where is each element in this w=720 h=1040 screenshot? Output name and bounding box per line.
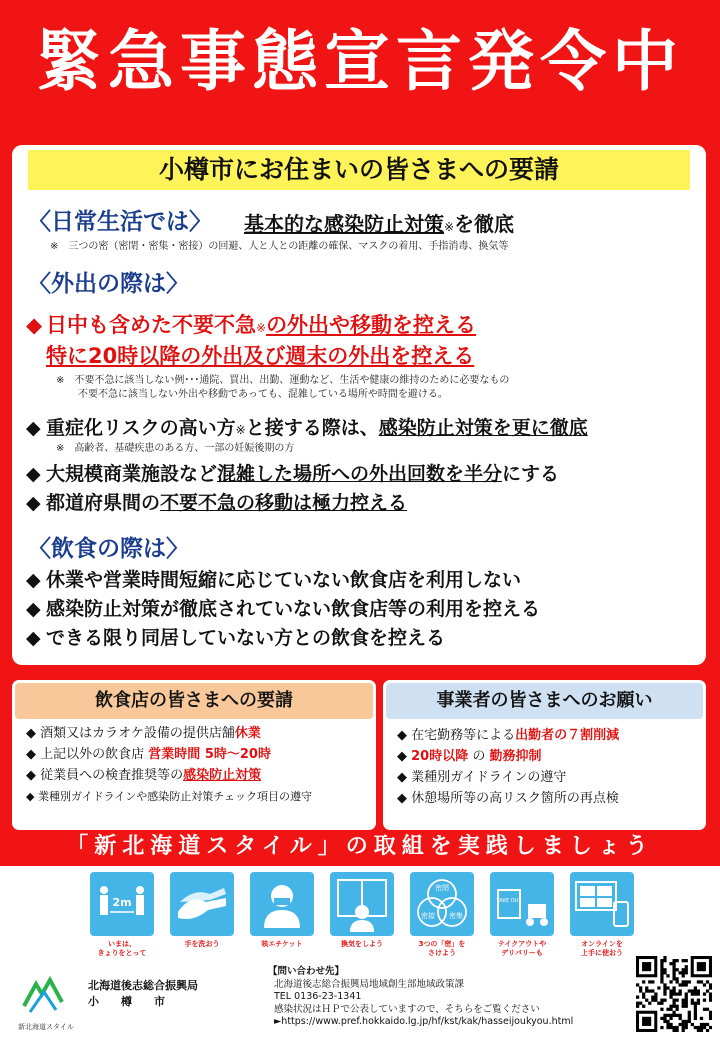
business-item [383, 788, 706, 809]
red1-a: 日中も含めた不要不急 [46, 313, 256, 337]
cough-icon-box [250, 872, 314, 936]
item-highlight: 勤務抑制 [489, 749, 542, 764]
diamond-icon: ◆ [26, 790, 38, 803]
diamond-icon: ◆ [26, 768, 41, 783]
svg-text:密閉: 密閉 [435, 884, 449, 892]
item-text: の [472, 749, 486, 764]
outing-bullet-travel [26, 488, 407, 515]
handwash-icon [170, 872, 234, 949]
b3-c: 感染防止対策を更に徹底 [378, 417, 588, 439]
outing-note-3: ※ 高齢者、基礎疾患のある方、一部の妊娠後期の方 [56, 443, 295, 454]
item-highlight: 休業 [234, 726, 261, 741]
icon-caption: 手を洗おう [184, 940, 220, 948]
svg-text:TAKE OUT: TAKE OUT [496, 898, 522, 904]
three-c-icon-box [410, 872, 474, 936]
qr-code-graphic [636, 956, 712, 1032]
daily-note: ※ 三つの密（密閉・密集・密接）の回避、人と人との距離の確保、マスクの着用、手指消毒、換気等 [50, 241, 509, 252]
diamond-icon: ◆ [397, 770, 412, 785]
svg-text:密接: 密接 [421, 912, 435, 920]
diamond-icon: ◆ [26, 726, 41, 741]
online-icon [570, 872, 634, 958]
diamond-icon: ◆ [397, 749, 412, 764]
contact-tel: TEL 0136-23-1341 [274, 991, 362, 1002]
daily-text-b: を徹底 [454, 212, 515, 236]
icon-caption: いまは、 きょりをとって [97, 940, 147, 957]
diamond-icon: ◆ [26, 569, 41, 591]
svg-text:密集: 密集 [449, 912, 463, 920]
contact-dept: 北海道後志総合振興局地域創生部地域政策課 [274, 978, 465, 990]
item-text: 休憩場所等の高リスク箇所の再点検 [411, 791, 619, 806]
dining-item [26, 623, 445, 650]
main-request-card [12, 145, 706, 665]
businesses-title: 事業者の皆さまへのお願い [386, 683, 703, 719]
icon-caption: 換気をしよう [341, 940, 383, 948]
b3-a: 重症化リスクの高い方 [46, 417, 236, 439]
cough-etiquette-icon [250, 872, 314, 949]
item-text: 業種別ガイドラインや感染防止対策チェック項目の遵守 [37, 790, 312, 803]
restaurants-panel [12, 680, 376, 830]
restaurant-item [12, 786, 376, 807]
dining-heading: 〈飲食の際は〉 [28, 536, 189, 562]
diamond-icon: ◆ [26, 747, 41, 762]
b3-b: と接する際は、 [245, 417, 379, 439]
handwash-icon-box [170, 872, 234, 936]
outing-red-line-1 [26, 309, 476, 339]
icon-caption: 咳エチケット [261, 940, 303, 948]
distance-icon-graphic [90, 872, 154, 936]
outing-bullet-risk [26, 413, 588, 440]
item-text: 酒類又はカラオケ設備の提供店舗 [40, 726, 235, 741]
headline: 緊急事態宣言発令中 [36, 23, 684, 100]
office-name-1: 北海道後志総合振興局 [88, 979, 198, 992]
diamond-icon: ◆ [26, 627, 41, 649]
dining-item-text: 休業や営業時間短縮に応じていない飲食店を利用しない [46, 569, 522, 591]
item-highlight: 出勤者の７割削減 [515, 728, 620, 743]
handwash-icon-graphic [170, 872, 234, 936]
style-icons-row [90, 872, 635, 964]
business-item [383, 767, 706, 788]
business-item [383, 725, 706, 746]
contact-block [268, 966, 573, 1029]
three-c-icon [410, 872, 474, 958]
businesses-panel [383, 680, 706, 830]
online-icon-box [570, 872, 634, 936]
icon-caption: テイクアウトや デリバリーも [497, 940, 547, 957]
restaurant-item [12, 744, 376, 765]
outing-note-1: ※ 不要不急に該当しない例･･･通院、買出、出勤、運動など、生活や健康の維持のために必要なもの [56, 375, 510, 386]
contact-title: 【問い合わせ先】 [268, 966, 345, 977]
office-block [88, 978, 198, 1010]
ventilation-icon-graphic [330, 872, 394, 936]
diamond-icon: ◆ [397, 791, 412, 806]
takeout-icon-box [490, 872, 554, 936]
three-c-icon-graphic [410, 872, 474, 936]
icon-caption: オンラインを 上手に使おう [581, 940, 623, 957]
outing-note-2: 不要不急に該当しない外出や移動であっても、混雑している場所や時間を避ける。 [78, 389, 448, 400]
ventilation-icon-box [330, 872, 394, 936]
outing-red-line-2 [46, 340, 474, 370]
item-highlight: 営業時間 5時～20時 [148, 747, 271, 762]
red1-asterisk: ※ [256, 321, 267, 335]
restaurant-item [12, 765, 376, 786]
b4-a: 大規模商業施設など [46, 463, 218, 485]
distance-label: 2m [112, 896, 132, 909]
daily-asterisk: ※ [444, 220, 455, 234]
item-text: 上記以外の飲食店 [40, 747, 145, 762]
item-text: 従業員への検査推奨等の [40, 768, 184, 783]
dining-item-text: できる限り同居していない方との飲食を控える [46, 627, 446, 649]
diamond-icon: ◆ [397, 728, 412, 743]
diamond-icon: ◆ [26, 598, 41, 620]
ventilation-icon [330, 872, 394, 949]
dining-item [26, 594, 540, 621]
daily-text-a: 基本的な感染防止対策 [244, 212, 444, 236]
item-text: 業種別ガイドラインの遵守 [411, 770, 567, 785]
request-title: 小樽市にお住まいの皆さまへの要請 [28, 150, 690, 190]
diamond-icon: ◆ [26, 463, 41, 485]
restaurants-title: 飲食店の皆さまへの要請 [15, 683, 373, 719]
diamond-icon: ◆ [26, 492, 41, 514]
dining-item-text: 感染防止対策が徹底されていない飲食店等の利用を控える [46, 598, 541, 620]
b5-b: 不要不急の移動は極力控える [160, 492, 408, 514]
dining-item [26, 565, 521, 592]
takeout-icon-graphic [490, 872, 554, 936]
b5-a: 都道府県間の [46, 492, 161, 514]
contact-url[interactable]: ►https://www.pref.hokkaido.lg.jp/hf/kst/kak/hasseijoukyou.html [274, 1016, 574, 1027]
slogan: 「新北海道スタイル」の取組を実践しましょう [66, 834, 654, 859]
online-icon-graphic [570, 872, 634, 936]
b4-b: 混雑した場所への外出回数を半分 [217, 463, 503, 485]
takeout-icon [490, 872, 554, 958]
b3-asterisk: ※ [235, 423, 246, 437]
outing-heading: 〈外出の際は〉 [28, 271, 189, 297]
new-hokkaido-style-logo [16, 970, 76, 1030]
diamond-icon: ◆ [26, 417, 41, 439]
item-highlight: 20時以降 [411, 749, 469, 764]
icon-caption: 3つの「密」を さけよう [418, 940, 466, 957]
red1-b: の外出や移動を控える [266, 313, 477, 337]
daily-text [244, 208, 514, 237]
item-highlight: 感染防止対策 [183, 768, 262, 783]
outing-bullet-crowd [26, 459, 559, 486]
red2: 特に20時以降の外出及び週末の外出を控える [46, 344, 475, 368]
distance-icon-box [90, 872, 154, 936]
business-item [383, 746, 706, 767]
logo-mark [16, 970, 76, 1018]
item-text: 在宅勤務等による [411, 728, 516, 743]
cough-icon-graphic [250, 872, 314, 936]
qr-code [636, 956, 712, 1032]
b4-c: にする [502, 463, 560, 485]
restaurant-item [12, 723, 376, 744]
office-name-2: 小 樽 市 [88, 995, 165, 1008]
daily-heading: 〈日常生活では〉 [28, 209, 212, 235]
contact-note: 感染状況はＨＰで公表していますので、そちらをご覧ください [274, 1003, 540, 1015]
distance-icon [90, 872, 154, 958]
logo-text: 新北海道スタイル [18, 1023, 74, 1031]
diamond-icon: ◆ [26, 313, 43, 337]
